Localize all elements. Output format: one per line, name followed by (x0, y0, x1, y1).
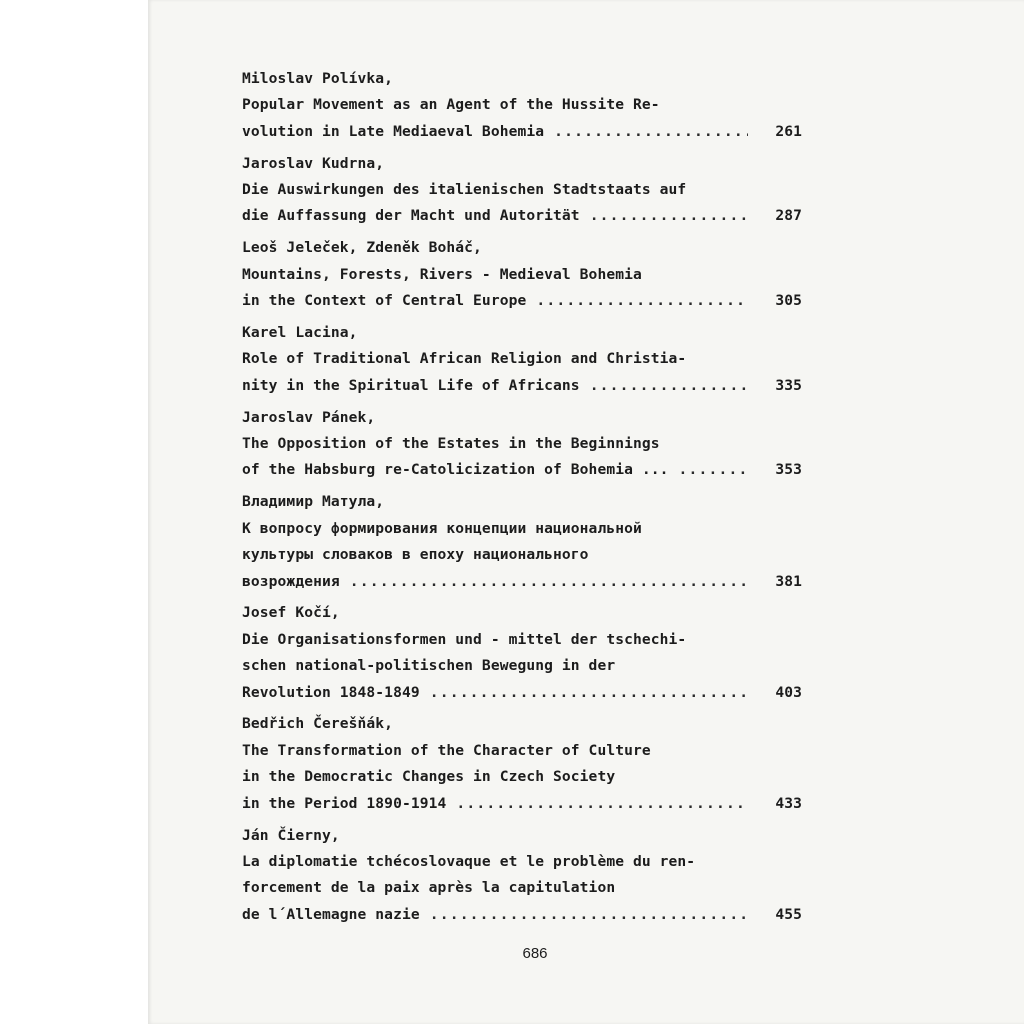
entry-title-line: forcement de la paix après la capitulation (242, 879, 616, 897)
entry-title-line: die Auffassung der Macht und Autorität (242, 207, 580, 225)
entry-page-number: 455 (775, 905, 802, 923)
entry-author: Leoš Jeleček, Zdeněk Boháč, (242, 239, 482, 257)
entry-final-line (242, 373, 802, 399)
toc-entry (242, 235, 802, 314)
dot-leader (350, 569, 748, 595)
entry-page-number: 433 (775, 794, 802, 812)
toc-entry (242, 66, 802, 145)
dot-leader (536, 288, 748, 314)
table-of-contents (242, 66, 802, 934)
entry-page-number: 381 (775, 572, 802, 590)
entry-author: Miloslav Polívka, (242, 70, 394, 87)
entry-title-line: Revolution 1848-1849 (242, 683, 420, 701)
toc-entry (242, 600, 802, 706)
entry-final-line (242, 791, 802, 817)
entry-title-line: La diplomatie tchécoslovaque et le problème du ren- (242, 852, 696, 870)
toc-entry (242, 151, 802, 230)
entry-title-line: nity in the Spiritual Life of Africans (242, 376, 580, 394)
dot-leader (590, 373, 748, 399)
entry-final-line (242, 902, 802, 928)
toc-entry (242, 405, 802, 484)
entry-title-line: of the Habsburg re-Catolicization of Bohemia ... (242, 461, 669, 479)
toc-entry (242, 711, 802, 817)
page-number: 686 (522, 945, 548, 962)
entry-title-line: The Opposition of the Estates in the Beginnings (242, 435, 660, 453)
toc-entry (242, 320, 802, 399)
entry-final-line (242, 203, 802, 229)
dot-leader (430, 902, 748, 928)
entry-title-line: возрождения (242, 572, 340, 590)
dot-leader (679, 457, 748, 483)
entry-title-line: The Transformation of the Character of Culture (242, 741, 651, 759)
entry-page-number: 353 (775, 461, 802, 479)
entry-title-line: Role of Traditional African Religion and Christia- (242, 350, 687, 368)
entry-title-line: volution in Late Mediaeval Bohemia (242, 122, 545, 140)
entry-title-line: Die Auswirkungen des italienischen Stadtstaats auf (242, 181, 687, 199)
entry-author: Владимир Матула, (242, 493, 385, 511)
entry-title-line: Popular Movement as an Agent of the Hussite Re- (242, 96, 660, 114)
entry-author: Bedřich Čerešňák, (242, 715, 394, 733)
entry-title-line: Die Organisationsformen und - mittel der tschechi- (242, 630, 687, 648)
entry-final-line (242, 288, 802, 314)
entry-author: Karel Lacina, (242, 324, 358, 342)
entry-page-number: 287 (775, 207, 802, 225)
entry-page-number: 335 (775, 376, 802, 394)
entry-page-number: 403 (775, 683, 802, 701)
entry-title-line: in the Democratic Changes in Czech Society (242, 768, 616, 786)
entry-title-line: Mountains, Forests, Rivers - Medieval Bohemia (242, 265, 642, 283)
dot-leader (456, 791, 748, 817)
entry-title-line: de l´Allemagne nazie (242, 905, 420, 923)
dot-leader (554, 119, 748, 145)
entry-title-line: schen national-politischen Bewegung in der (242, 657, 616, 675)
entry-author: Ján Čierny, (242, 826, 340, 844)
entry-title-line: in the Period 1890-1914 (242, 794, 447, 812)
toc-entry (242, 823, 802, 929)
entry-final-line (242, 457, 802, 483)
entry-page-number: 305 (775, 292, 802, 310)
entry-author: Josef Kočí, (242, 604, 340, 622)
entry-author: Jaroslav Pánek, (242, 408, 376, 426)
toc-entry (242, 489, 802, 595)
dot-leader (430, 680, 748, 706)
dot-leader (590, 203, 748, 229)
entry-title-line: in the Context of Central Europe (242, 292, 527, 310)
entry-title-line: культуры словаков в епоху национального (242, 546, 589, 564)
entry-final-line (242, 680, 802, 706)
entry-title-line: К вопросу формирования концепции национальной (242, 519, 642, 537)
entry-author: Jaroslav Kudrna, (242, 154, 385, 172)
entry-final-line (242, 569, 802, 595)
entry-final-line (242, 119, 802, 145)
entry-page-number: 261 (775, 122, 802, 140)
